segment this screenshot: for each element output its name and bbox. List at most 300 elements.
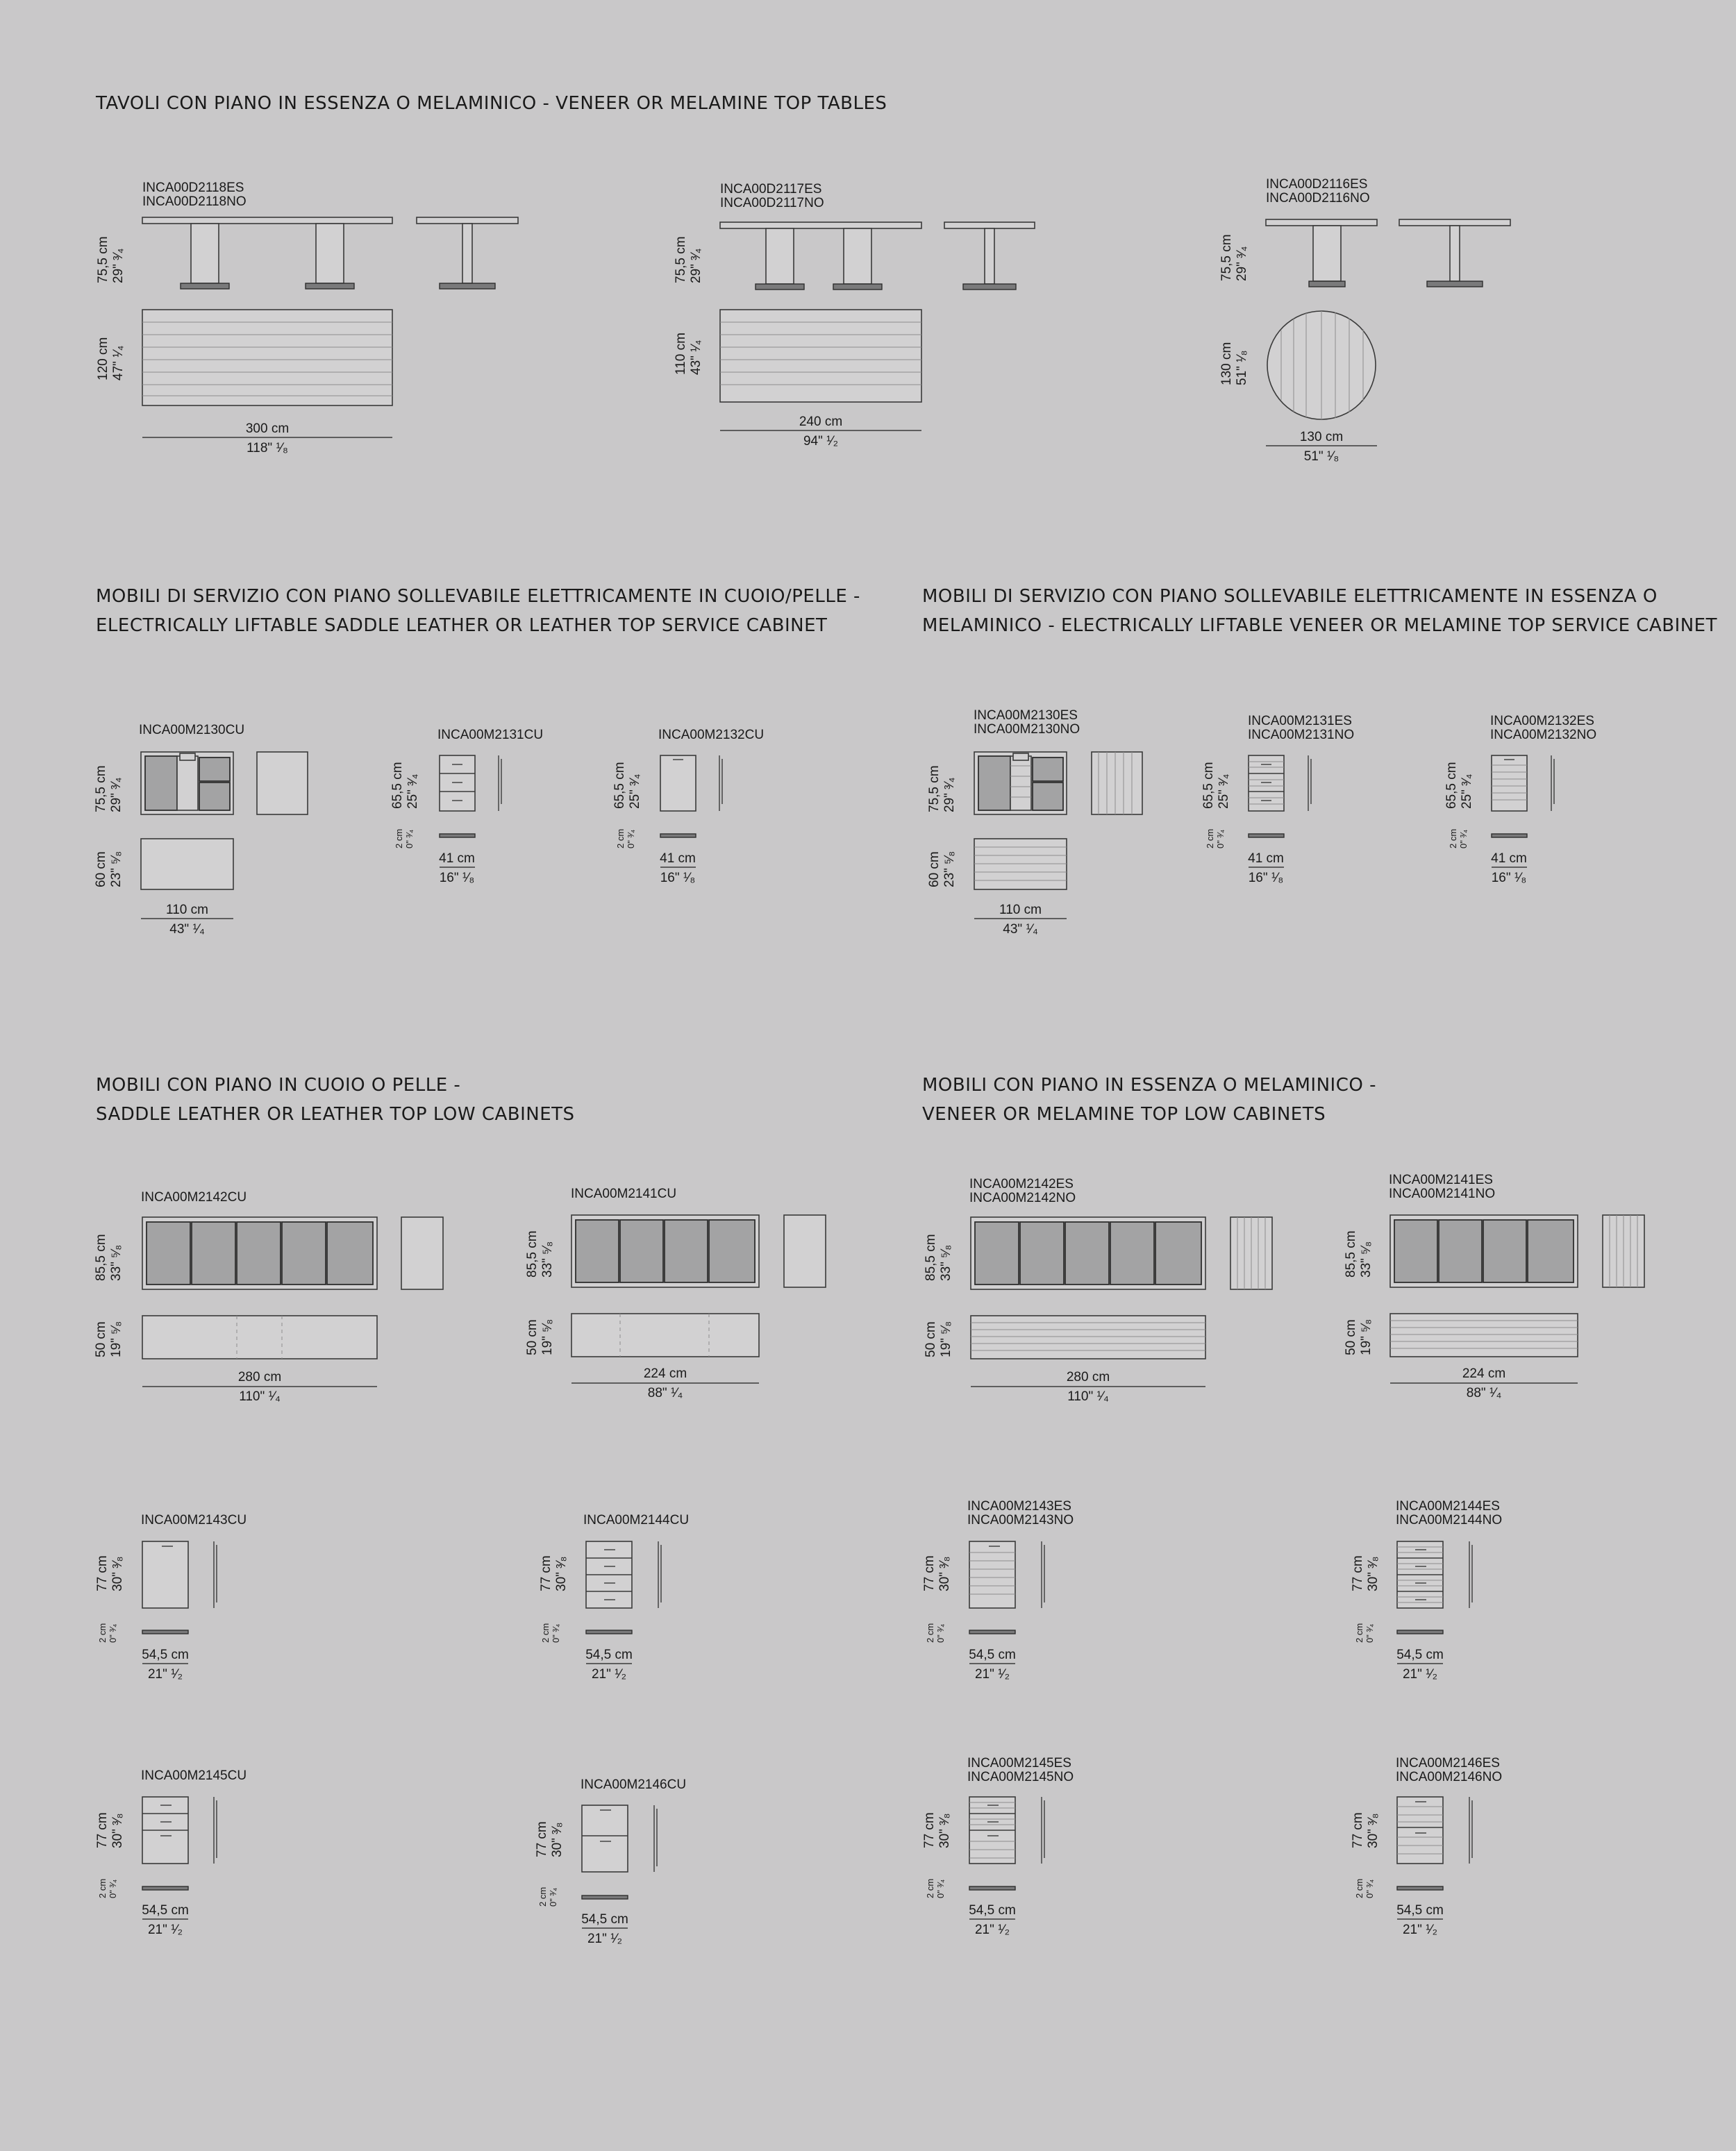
dimension-inch: 0" ³⁄₄	[935, 1879, 946, 1898]
product-code	[571, 1187, 676, 1201]
table-front-view	[1266, 219, 1377, 289]
product-code-line: INCA00M2130ES	[974, 708, 1078, 723]
section-title-low-leather	[96, 1071, 575, 1129]
width-dimension	[142, 421, 392, 456]
cabinet-side-view	[718, 755, 725, 812]
dimension-inch: 33" ⁵⁄₈	[109, 1244, 124, 1281]
depth-dimension	[96, 337, 126, 380]
product-code	[581, 1778, 686, 1792]
product-code	[139, 723, 244, 737]
dimension-cm: 77 cm	[1351, 1555, 1365, 1591]
product-code-line: INCA00M2146ES	[1396, 1756, 1500, 1771]
dimension-inch: 0" ³⁄₄	[548, 1887, 558, 1907]
height-dimension	[612, 762, 643, 809]
height-dimension	[390, 762, 421, 809]
dimension-inch: 21" ¹⁄₂	[147, 1667, 183, 1682]
product-code-line: INCA00M2145ES	[967, 1756, 1071, 1771]
depth-dimension	[1219, 342, 1250, 385]
dimension-cm: 2 cm	[925, 1623, 935, 1643]
cabinet-front-view	[586, 1541, 635, 1609]
dimension-inch: 0" ³⁄₄	[1215, 829, 1226, 848]
height-dimension	[1444, 762, 1475, 809]
dimension-inch: 21" ¹⁄₂	[974, 1923, 1010, 1937]
width-dimension	[574, 1648, 644, 1682]
dimension-cm: 2 cm	[394, 828, 404, 848]
width-dimension	[1231, 851, 1301, 886]
cabinet-top-view	[971, 1316, 1207, 1360]
dimension-cm: 75,5 cm	[1219, 234, 1234, 281]
dimension-inch: 118" ¹⁄₈	[247, 441, 288, 455]
depth-dimension	[924, 1321, 954, 1357]
dimension-inch: 21" ¹⁄₂	[591, 1667, 627, 1682]
cabinet-top-view	[142, 1316, 378, 1360]
dimension-inch: 29" ³⁄₄	[689, 248, 703, 283]
product-code-line: INCA00M2142ES	[969, 1177, 1074, 1191]
height-dimension	[525, 1230, 556, 1278]
dimension-cm: 41 cm	[660, 851, 696, 866]
dimension-inch: 21" ¹⁄₂	[1402, 1667, 1438, 1682]
dimension-cm: 280 cm	[237, 1370, 282, 1384]
dimension-cm: 65,5 cm	[390, 762, 405, 809]
dimension-inch: 0" ³⁄₄	[1364, 1879, 1375, 1898]
product-code-line: INCA00M2141NO	[1389, 1187, 1496, 1201]
cabinet-side-view	[1603, 1215, 1646, 1289]
cabinet-top-view	[969, 1630, 1018, 1637]
dimension-cm: 75,5 cm	[674, 236, 688, 283]
dimension-inch: 0" ³⁄₄	[404, 829, 415, 848]
section-title-line: MOBILI DI SERVIZIO CON PIANO SOLLEVABILE ELETTRICAMENTE IN ESSENZA O	[922, 586, 1658, 607]
section-title-service-leather	[96, 582, 860, 640]
dimension-inch: 19" ⁵⁄₈	[109, 1321, 124, 1357]
dimension-cm: 60 cm	[94, 851, 108, 887]
product-code	[141, 1769, 247, 1783]
cabinet-front-view	[440, 755, 478, 812]
cabinet-front-view	[1397, 1541, 1446, 1609]
height-dimension	[927, 765, 958, 812]
dimension-inch: 30" ³⁄₈	[1366, 1556, 1380, 1591]
dimension-inch: 30" ³⁄₈	[1366, 1813, 1380, 1848]
dimension-inch: 51" ¹⁄₈	[1303, 449, 1339, 464]
product-code	[142, 181, 247, 209]
product-code-line: INCA00M2144NO	[1396, 1513, 1503, 1528]
product-code	[1266, 178, 1370, 206]
table-front-view	[720, 222, 921, 292]
product-code-line: INCA00M2145NO	[967, 1770, 1074, 1784]
section-title-line: MELAMINICO - ELECTRICALLY LIFTABLE VENEER OR MELAMINE TOP SERVICE CABINET	[922, 615, 1717, 636]
table-top-view	[720, 310, 921, 403]
cabinet-top-view	[141, 839, 235, 891]
product-code	[967, 1500, 1074, 1528]
dimension-cm: 54,5 cm	[969, 1903, 1016, 1918]
cabinet-side-view	[653, 1805, 660, 1873]
dimension-inch: 29" ³⁄₄	[109, 777, 124, 812]
dimension-inch: 0" ³⁄₄	[626, 829, 636, 848]
height-dimension	[924, 1234, 954, 1281]
dimension-inch: 29" ³⁄₄	[942, 777, 957, 812]
height-dimension	[1351, 1555, 1381, 1591]
dimension-cm: 2 cm	[97, 1623, 108, 1643]
product-code-line: INCA00D2117ES	[720, 182, 822, 196]
table-front-view	[142, 217, 392, 290]
product-code	[1389, 1173, 1495, 1201]
small-dimension	[1354, 1623, 1375, 1643]
height-dimension	[95, 1555, 126, 1591]
section-title-line: MOBILI CON PIANO IN ESSENZA O MELAMINICO -	[922, 1075, 1376, 1096]
dimension-inch: 30" ³⁄₈	[937, 1813, 952, 1848]
product-code-line: INCA00M2131CU	[437, 728, 544, 742]
depth-dimension	[94, 851, 124, 887]
small-dimension	[394, 829, 415, 848]
dimension-cm: 2 cm	[537, 1886, 548, 1907]
cabinet-side-view	[1468, 1541, 1475, 1609]
product-code-line: INCA00D2117NO	[720, 196, 824, 210]
dimension-cm: 85,5 cm	[1344, 1230, 1358, 1278]
dimension-inch: 94" ¹⁄₂	[803, 434, 839, 449]
cabinet-side-view	[1040, 1541, 1047, 1609]
table-top-view	[142, 310, 392, 407]
cabinet-front-view	[142, 1797, 191, 1865]
dimension-inch: 23" ⁵⁄₈	[942, 851, 957, 887]
product-code	[1396, 1500, 1502, 1528]
height-dimension	[1351, 1812, 1381, 1848]
dimension-inch: 21" ¹⁄₂	[147, 1923, 183, 1937]
product-code-line: INCA00M2142CU	[141, 1190, 247, 1205]
cabinet-front-view	[1390, 1215, 1579, 1289]
section-title-line: MOBILI CON PIANO IN CUOIO O PELLE -	[96, 1075, 461, 1096]
width-dimension	[571, 1366, 759, 1401]
cabinet-front-view	[142, 1217, 378, 1291]
height-dimension	[1344, 1230, 1374, 1278]
product-code	[141, 1191, 247, 1205]
cabinet-top-view	[142, 1886, 191, 1893]
dimension-inch: 16" ¹⁄₈	[1248, 871, 1284, 885]
dimension-inch: 30" ³⁄₈	[554, 1556, 569, 1591]
cabinet-top-view	[582, 1895, 631, 1902]
section-title-tables: TAVOLI CON PIANO IN ESSENZA O MELAMINICO - VENEER OR MELAMINE TOP TABLES	[96, 93, 887, 114]
dimension-inch: 33" ⁵⁄₈	[939, 1244, 953, 1281]
product-code-line: INCA00D2116ES	[1266, 177, 1368, 192]
cabinet-top-view	[440, 833, 478, 840]
section-title-line: ELECTRICALLY LIFTABLE SADDLE LEATHER OR LEATHER TOP SERVICE CABINET	[96, 615, 828, 636]
dimension-cm: 77 cm	[539, 1555, 553, 1591]
cabinet-top-view	[586, 1630, 635, 1637]
product-code-line: INCA00M2143CU	[141, 1513, 247, 1528]
dimension-inch: 30" ³⁄₈	[110, 1813, 125, 1848]
dimension-inch: 30" ³⁄₈	[937, 1556, 952, 1591]
dimension-cm: 2 cm	[97, 1878, 108, 1898]
dimension-cm: 110 cm	[674, 333, 688, 375]
cabinet-side-view	[657, 1541, 664, 1609]
product-code-line: INCA00M2130CU	[139, 723, 245, 737]
cabinet-front-view	[971, 1217, 1207, 1291]
dimension-cm: 224 cm	[643, 1366, 687, 1381]
cabinet-side-view	[497, 755, 504, 812]
section-title-service-veneer	[922, 582, 1717, 640]
section-title-line: SADDLE LEATHER OR LEATHER TOP LOW CABINETS	[96, 1104, 575, 1125]
dimension-cm: 280 cm	[1066, 1370, 1110, 1384]
dimension-cm: 60 cm	[927, 851, 942, 887]
product-code-line: INCA00M2143ES	[967, 1499, 1071, 1514]
width-dimension	[422, 851, 492, 886]
dimension-cm: 77 cm	[922, 1555, 937, 1591]
cabinet-top-view	[1492, 833, 1530, 840]
dimension-cm: 54,5 cm	[142, 1648, 189, 1662]
section-title-low-veneer	[922, 1071, 1376, 1129]
dimension-cm: 224 cm	[1462, 1366, 1506, 1381]
dimension-cm: 2 cm	[1354, 1878, 1364, 1898]
dimension-cm: 54,5 cm	[142, 1903, 189, 1918]
dimension-cm: 75,5 cm	[94, 765, 108, 812]
height-dimension	[922, 1812, 953, 1848]
product-code-line: INCA00D2116NO	[1266, 191, 1370, 206]
table-side-view	[944, 222, 1035, 292]
dimension-inch: 25" ³⁄₄	[628, 773, 642, 809]
dimension-cm: 41 cm	[1491, 851, 1527, 866]
product-code-line: INCA00M2130NO	[974, 722, 1080, 737]
product-code	[583, 1514, 689, 1528]
cabinet-front-view	[974, 752, 1068, 816]
dimension-inch: 0" ³⁄₄	[108, 1623, 118, 1643]
cabinet-top-view	[969, 1886, 1018, 1893]
dimension-inch: 23" ⁵⁄₈	[109, 851, 124, 887]
cabinet-front-view	[969, 1797, 1018, 1865]
dimension-cm: 77 cm	[95, 1555, 110, 1591]
product-code-line: INCA00M2132CU	[658, 728, 765, 742]
dimension-cm: 2 cm	[540, 1623, 551, 1643]
dimension-cm: 54,5 cm	[585, 1648, 633, 1662]
depth-dimension	[94, 1321, 124, 1357]
cabinet-top-view	[1397, 1886, 1446, 1893]
cabinet-top-view	[142, 1630, 191, 1637]
section-title-line: MOBILI DI SERVIZIO CON PIANO SOLLEVABILE ELETTRICAMENTE IN CUOIO/PELLE -	[96, 586, 860, 607]
height-dimension	[94, 1234, 124, 1281]
small-dimension	[925, 1879, 946, 1898]
depth-dimension	[1344, 1319, 1374, 1355]
width-dimension	[958, 1903, 1027, 1938]
cabinet-side-view	[1230, 1217, 1274, 1291]
dimension-inch: 21" ¹⁄₂	[974, 1667, 1010, 1682]
dimension-inch: 25" ³⁄₄	[1460, 773, 1474, 809]
dimension-cm: 120 cm	[96, 337, 110, 380]
dimension-cm: 110 cm	[999, 903, 1042, 917]
cabinet-front-view	[969, 1541, 1018, 1609]
width-dimension	[971, 1370, 1205, 1405]
dimension-inch: 0" ³⁄₄	[1364, 1623, 1375, 1643]
dimension-cm: 85,5 cm	[94, 1234, 108, 1281]
product-code-line: INCA00M2131ES	[1248, 714, 1352, 728]
cabinet-side-view	[212, 1797, 219, 1865]
height-dimension	[96, 236, 126, 283]
dimension-cm: 300 cm	[245, 421, 290, 436]
product-code	[1490, 714, 1596, 742]
dimension-inch: 21" ¹⁄₂	[587, 1932, 623, 1946]
height-dimension	[674, 236, 704, 283]
dimension-cm: 75,5 cm	[927, 765, 942, 812]
height-dimension	[922, 1555, 953, 1591]
dimension-cm: 65,5 cm	[612, 762, 627, 809]
dimension-cm: 41 cm	[1248, 851, 1284, 866]
product-code	[1248, 714, 1354, 742]
cabinet-front-view	[1249, 755, 1287, 812]
product-code	[967, 1757, 1074, 1784]
dimension-cm: 54,5 cm	[1396, 1648, 1444, 1662]
product-code-line: INCA00D2118NO	[142, 194, 247, 209]
dimension-cm: 41 cm	[439, 851, 475, 866]
cabinet-side-view	[1092, 752, 1144, 816]
cabinet-front-view	[1397, 1797, 1446, 1865]
dimension-inch: 43" ¹⁄₄	[1003, 922, 1038, 937]
cabinet-top-view	[1390, 1314, 1579, 1358]
section-title-line: VENEER OR MELAMINE TOP LOW CABINETS	[922, 1104, 1326, 1125]
product-code	[720, 183, 824, 210]
dimension-inch: 30" ³⁄₈	[550, 1822, 565, 1857]
height-dimension	[95, 1812, 126, 1848]
dimension-inch: 43" ¹⁄₄	[689, 340, 703, 375]
table-side-view	[1399, 219, 1510, 289]
dimension-inch: 0" ³⁄₄	[551, 1623, 561, 1643]
small-dimension	[540, 1623, 561, 1643]
cabinet-side-view	[1468, 1797, 1475, 1865]
cabinet-top-view	[974, 839, 1068, 891]
width-dimension	[1385, 1648, 1455, 1682]
cabinet-top-view	[1249, 833, 1287, 840]
dimension-inch: 47" ¹⁄₄	[111, 345, 126, 380]
dimension-cm: 65,5 cm	[1201, 762, 1216, 809]
product-code	[658, 728, 764, 742]
dimension-inch: 0" ³⁄₄	[108, 1879, 118, 1898]
small-dimension	[615, 829, 636, 848]
cabinet-top-view	[660, 833, 699, 840]
product-code-line: INCA00M2144CU	[583, 1513, 690, 1528]
dimension-inch: 30" ³⁄₈	[110, 1556, 125, 1591]
cabinet-side-view	[1550, 755, 1557, 812]
dimension-inch: 19" ⁵⁄₈	[1359, 1319, 1374, 1355]
dimension-cm: 240 cm	[799, 415, 843, 429]
product-code	[969, 1178, 1076, 1205]
product-code	[141, 1514, 247, 1528]
dimension-cm: 54,5 cm	[581, 1912, 628, 1927]
width-dimension	[974, 903, 1067, 937]
cabinet-side-view	[212, 1541, 219, 1609]
cabinet-top-view	[571, 1314, 760, 1358]
dimension-inch: 19" ⁵⁄₈	[939, 1321, 953, 1357]
dimension-inch: 29" ³⁄₄	[111, 248, 126, 283]
width-dimension	[1385, 1903, 1455, 1938]
product-code-line: INCA00M2142NO	[969, 1191, 1076, 1205]
depth-dimension	[674, 333, 704, 375]
dimension-cm: 2 cm	[1354, 1623, 1364, 1643]
dimension-cm: 77 cm	[95, 1812, 110, 1848]
small-dimension	[1205, 829, 1226, 848]
dimension-inch: 0" ³⁄₄	[935, 1623, 946, 1643]
dimension-inch: 25" ³⁄₄	[406, 773, 420, 809]
dimension-cm: 75,5 cm	[96, 236, 110, 283]
dimension-inch: 16" ¹⁄₈	[1491, 871, 1527, 885]
small-dimension	[97, 1879, 118, 1898]
cabinet-front-view	[660, 755, 699, 812]
small-dimension	[925, 1623, 946, 1643]
product-code-line: INCA00D2118ES	[142, 181, 244, 195]
dimension-inch: 33" ⁵⁄₈	[540, 1241, 555, 1278]
dimension-cm: 130 cm	[1299, 430, 1344, 444]
dimension-cm: 54,5 cm	[1396, 1903, 1444, 1918]
width-dimension	[720, 415, 921, 449]
dimension-cm: 50 cm	[94, 1321, 108, 1357]
table-side-view	[417, 217, 518, 290]
cabinet-side-view	[1307, 755, 1314, 812]
dimension-cm: 2 cm	[925, 1878, 935, 1898]
dimension-inch: 29" ³⁄₄	[1235, 246, 1249, 281]
dimension-cm: 77 cm	[535, 1821, 549, 1857]
dimension-inch: 88" ¹⁄₄	[647, 1386, 683, 1400]
dimension-cm: 65,5 cm	[1444, 762, 1459, 809]
width-dimension	[142, 1370, 377, 1405]
dimension-inch: 51" ¹⁄₈	[1235, 350, 1249, 385]
product-code-line: INCA00M2143NO	[967, 1513, 1074, 1528]
small-dimension	[97, 1623, 118, 1643]
dimension-inch: 110" ¹⁄₄	[1067, 1389, 1109, 1404]
dimension-cm: 54,5 cm	[969, 1648, 1016, 1662]
dimension-inch: 19" ⁵⁄₈	[540, 1319, 555, 1355]
dimension-cm: 110 cm	[166, 903, 208, 917]
product-code	[437, 728, 543, 742]
dimension-cm: 77 cm	[1351, 1812, 1365, 1848]
product-code-line: INCA00M2144ES	[1396, 1499, 1500, 1514]
dimension-inch: 25" ³⁄₄	[1217, 773, 1231, 809]
cabinet-side-view	[257, 752, 309, 816]
small-dimension	[537, 1887, 558, 1907]
product-code-line: INCA00M2146NO	[1396, 1770, 1503, 1784]
dimension-cm: 2 cm	[1205, 828, 1215, 848]
height-dimension	[539, 1555, 569, 1591]
dimension-cm: 2 cm	[615, 828, 626, 848]
cabinet-front-view	[141, 752, 235, 816]
cabinet-front-view	[571, 1215, 760, 1289]
cabinet-side-view	[784, 1215, 827, 1289]
product-code-line: INCA00M2141ES	[1389, 1173, 1493, 1187]
depth-dimension	[525, 1319, 556, 1355]
cabinet-top-view	[1397, 1630, 1446, 1637]
product-code	[1396, 1757, 1502, 1784]
width-dimension	[570, 1912, 640, 1947]
width-dimension	[1266, 430, 1377, 464]
cabinet-front-view	[582, 1805, 631, 1873]
width-dimension	[958, 1648, 1027, 1682]
width-dimension	[1474, 851, 1544, 886]
cabinet-front-view	[142, 1541, 191, 1609]
dimension-inch: 33" ⁵⁄₈	[1359, 1241, 1374, 1278]
width-dimension	[643, 851, 712, 886]
dimension-inch: 43" ¹⁄₄	[169, 922, 205, 937]
dimension-cm: 2 cm	[1448, 828, 1458, 848]
dimension-cm: 50 cm	[1344, 1319, 1358, 1355]
dimension-inch: 88" ¹⁄₄	[1466, 1386, 1502, 1400]
dimension-inch: 21" ¹⁄₂	[1402, 1923, 1438, 1937]
dimension-inch: 110" ¹⁄₄	[239, 1389, 281, 1404]
width-dimension	[141, 903, 233, 937]
dimension-cm: 130 cm	[1219, 342, 1234, 385]
product-code-line: INCA00M2132ES	[1490, 714, 1594, 728]
dimension-inch: 0" ³⁄₄	[1458, 829, 1469, 848]
width-dimension	[131, 1648, 200, 1682]
width-dimension	[1390, 1366, 1578, 1401]
dimension-inch: 16" ¹⁄₈	[660, 871, 696, 885]
depth-dimension	[927, 851, 958, 887]
dimension-cm: 50 cm	[924, 1321, 938, 1357]
small-dimension	[1448, 829, 1469, 848]
dimension-cm: 85,5 cm	[525, 1230, 540, 1278]
small-dimension	[1354, 1879, 1375, 1898]
